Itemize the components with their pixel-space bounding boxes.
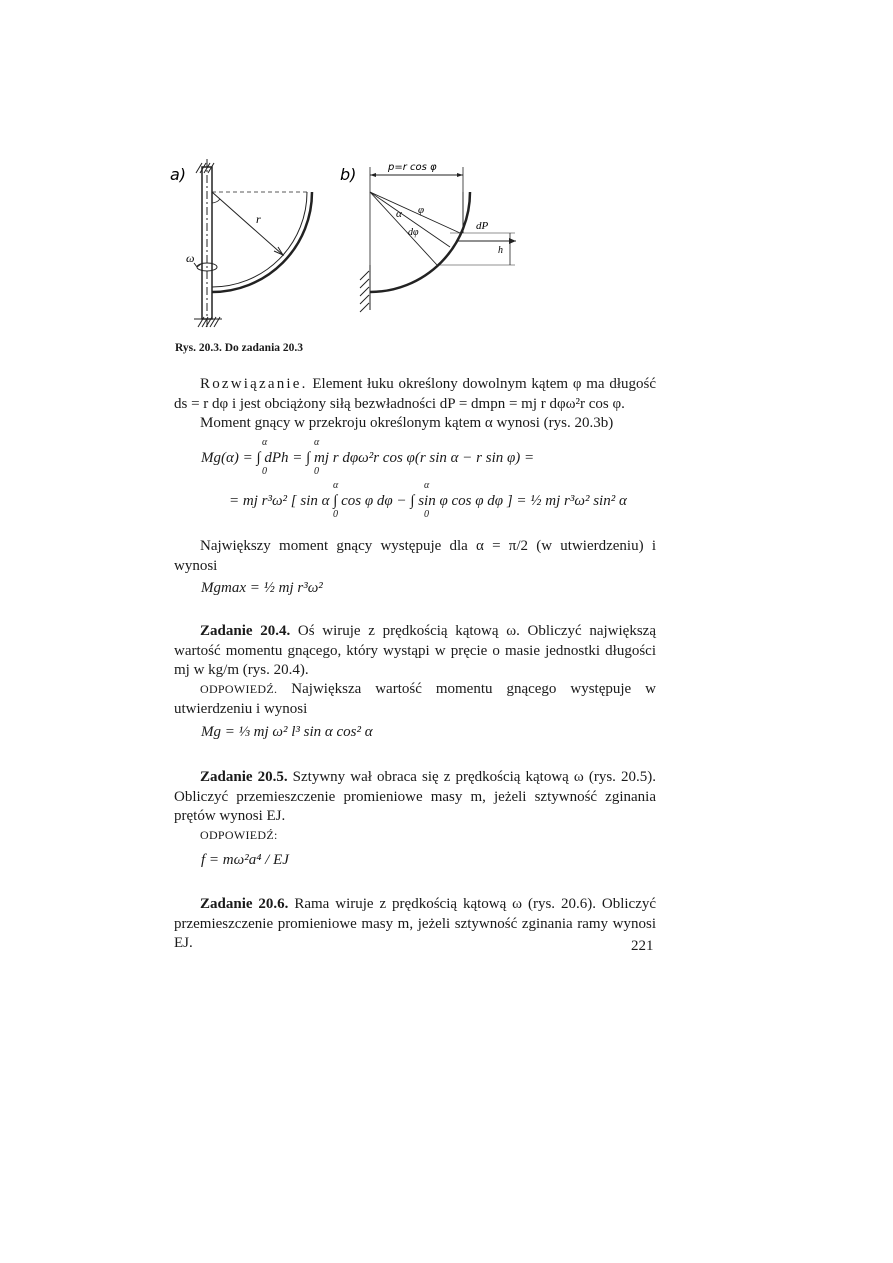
task-20-5 bbox=[174, 768, 656, 827]
eq1-lower-2: 0 bbox=[314, 466, 319, 477]
task-20-5-text: Sztywny wał obraca się z prędkością kątową ω (rys. 20.5). Obliczyć przemieszczenie promieniowe masy m, jeżeli sztywność zginania prętów wynosi EJ. bbox=[174, 769, 656, 824]
bottom-hatch bbox=[194, 317, 222, 327]
equation-1-line-2: = mj r³ω² [ sin α ∫ cos φ dφ − ∫ sin φ cos φ dφ ] = ½ mj r³ω² sin² α bbox=[229, 493, 627, 509]
wall-hatch bbox=[360, 265, 370, 312]
task-20-5-title: Zadanie 20.5. bbox=[200, 769, 288, 785]
max-moment-text: Największy moment gnący występuje dla α = π/2 (w utwierdzeniu) i wynosi bbox=[174, 538, 656, 574]
task-20-5-formula: f = mω²a⁴ / EJ bbox=[201, 852, 289, 868]
figure-20-3 bbox=[160, 155, 530, 335]
eq1-lower-4: 0 bbox=[424, 509, 429, 520]
equation-1-line-1: Mg(α) = ∫ dPh = ∫ mj r dφω²r cos φ(r sin α − r sin φ) = bbox=[201, 450, 535, 466]
task-20-4-text: Oś wiruje z prędkością kątową ω. Obliczyć największą wartość momentu gnącego, który wystąpi w pręcie o masie jednostki długości mj w kg/m (rys. 20.4). bbox=[174, 623, 656, 678]
solution-paragraph bbox=[174, 375, 656, 414]
vertical-shaft bbox=[202, 159, 212, 327]
task-20-4-answer-text: Największa wartość momentu gnącego występuje w utwierdzeniu i wynosi bbox=[174, 681, 656, 717]
fig-label-b: b) bbox=[340, 165, 357, 184]
task-20-4-answer-label: ODPOWIEDŹ. bbox=[200, 682, 278, 696]
fig-label-a: a) bbox=[170, 165, 187, 184]
task-20-6 bbox=[174, 895, 656, 954]
eq1-upper-2: α bbox=[314, 437, 320, 448]
task-20-6-text: Rama wiruje z prędkością kątową ω (rys. 20.6). Obliczyć przemieszczenie promieniowe masy m, jeżeli sztywność zginania ramy wynosi EJ. bbox=[174, 896, 657, 951]
eq1-upper-1: α bbox=[262, 437, 268, 448]
task-20-4 bbox=[174, 622, 656, 681]
task-20-4-formula: Mg = ⅓ mj ω² l³ sin α cos² α bbox=[201, 724, 373, 740]
eq1-upper-4: α bbox=[424, 480, 430, 491]
solution-text: Element łuku określony dowolnym kątem φ ma długość ds = r dφ i jest obciążony siłą bezwładności dP = dmpn = mj r dφω²r cos φ. bbox=[174, 376, 656, 412]
task-20-5-answer-label: ODPOWIEDŹ: bbox=[200, 828, 278, 842]
figure-caption: Rys. 20.3. Do zadania 20.3 bbox=[175, 342, 304, 354]
sym-dP: dP bbox=[476, 220, 489, 232]
sym-phi: φ bbox=[418, 204, 425, 216]
sym-omega: ω bbox=[186, 251, 195, 265]
equation-2: Mgmax = ½ mj r³ω² bbox=[201, 580, 323, 596]
task-20-4-answer bbox=[174, 680, 656, 719]
solution-heading: Rozwiązanie. bbox=[200, 376, 308, 392]
sym-r: r bbox=[256, 212, 261, 226]
task-20-6-title: Zadanie 20.6. bbox=[200, 896, 289, 912]
arc-a-inner bbox=[212, 192, 307, 287]
eq1-lower-3: 0 bbox=[333, 509, 338, 520]
sym-dphi: dφ bbox=[408, 227, 419, 238]
dim-p-label: p=r cos φ bbox=[388, 162, 437, 173]
sym-h: h bbox=[498, 245, 503, 256]
eq1-upper-3: α bbox=[333, 480, 339, 491]
arc-a bbox=[212, 192, 312, 292]
eq1-lower-1: 0 bbox=[262, 466, 267, 477]
page-number: 221 bbox=[631, 938, 654, 954]
task-20-5-answer-label-wrap bbox=[174, 826, 656, 846]
radius-line bbox=[212, 192, 283, 255]
sym-alpha: α bbox=[396, 208, 402, 220]
task-20-4-title: Zadanie 20.4. bbox=[200, 623, 291, 639]
moment-intro: Moment gnący w przekroju określonym kątem α wynosi (rys. 20.3b) bbox=[200, 415, 614, 431]
